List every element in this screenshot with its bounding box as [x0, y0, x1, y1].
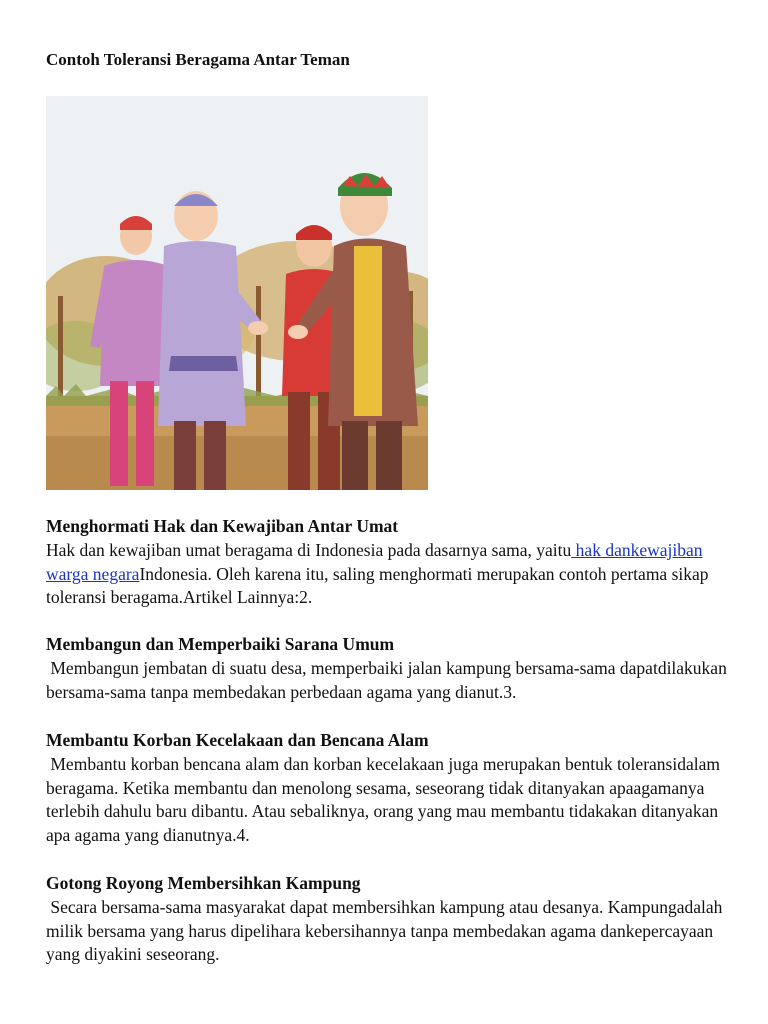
hak-kewajiban-link[interactable]: hak dankewajiban warga negara [46, 539, 703, 584]
illustration-svg [46, 96, 428, 490]
section-gotong-royong [46, 872, 736, 967]
illustration-children-talking [46, 96, 428, 490]
section-body: Membantu korban bencana alam dan korban kecelakaan juga merupakan bentuk toleransidalam beragama. Ketika membantu dan menolong sesama, seseorang tidak ditanyakan apaagamanya terlebih dahulu baru dibantu. Atau sebaliknya, orang yang mau membantu tidakakan ditanyakan apa agama yang dianutnya.4. [46, 753, 725, 846]
section-heading: Gotong Royong Membersihkan Kampung [46, 873, 361, 893]
body-text-before-link: Hak dan kewajiban umat beragama di Indonesia pada dasarnya sama, yaitu [46, 539, 572, 560]
section-body: Secara bersama-sama masyarakat dapat membersihkan kampung atau desanya. Kampungadalah milik bersama yang harus dipelihara kebersihannya tanpa membedakan agama dankepercayaan yang diyakini seseorang. [46, 896, 727, 965]
section-heading: Membangun dan Memperbaiki Sarana Umum [46, 634, 395, 654]
page-title: Contoh Toleransi Beragama Antar Teman [46, 50, 350, 69]
section-sarana-umum [46, 633, 736, 704]
section-body [46, 539, 736, 610]
section-bencana-alam [46, 729, 736, 848]
section-heading: Menghormati Hak dan Kewajiban Antar Umat [46, 516, 399, 536]
section-hak-kewajiban [46, 515, 736, 610]
body-text-after-link: Indonesia. Oleh karena itu, saling menghormati merupakan contoh pertama sikap toleransi beragama.Artikel Lainnya:2. [46, 563, 709, 608]
section-heading: Membantu Korban Kecelakaan dan Bencana Alam [46, 730, 429, 750]
section-body: Membangun jembatan di suatu desa, memperbaiki jalan kampung bersama-sama dapatdilakukan bersama-sama tanpa membedakan perbedaan agama yang dianut.3. [46, 657, 732, 702]
